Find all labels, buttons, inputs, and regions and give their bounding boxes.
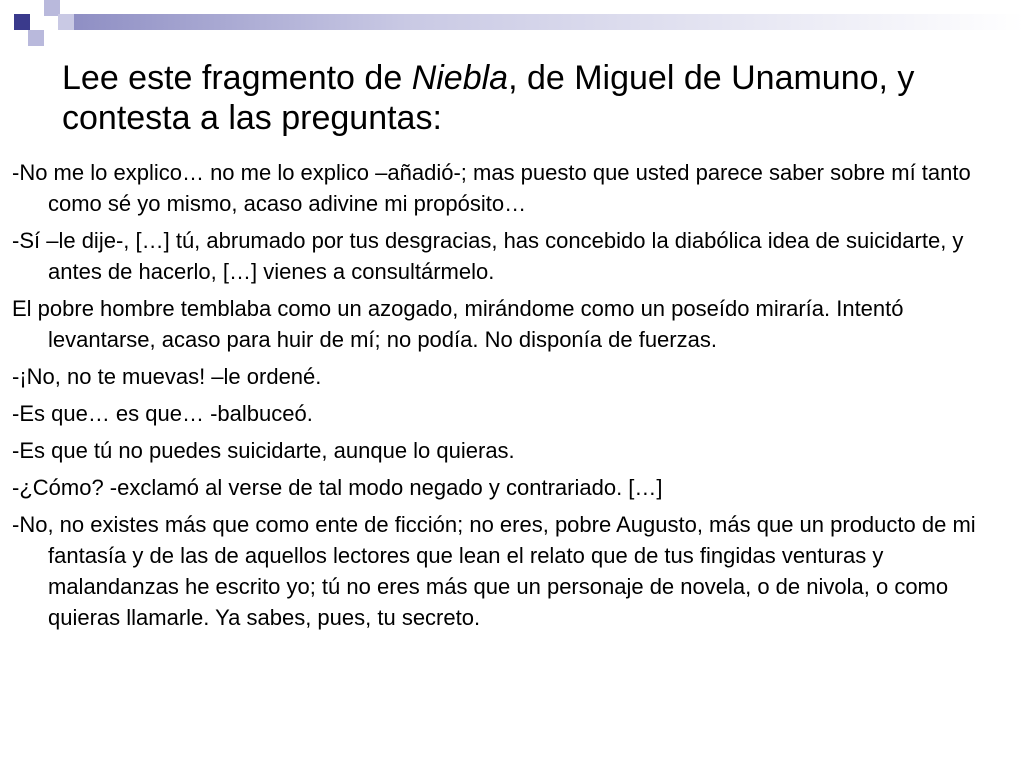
header-decoration — [0, 0, 1024, 60]
excerpt-paragraph-1: -No me lo explico… no me lo explico –añadió-; mas puesto que usted parece saber sobre mí tanto como sé yo mismo, acaso adivine mi propósito… — [12, 160, 971, 216]
excerpt-paragraph-8: -No, no existes más que como ente de ficción; no eres, pobre Augusto, más que un producto de mi fantasía y de las de aquellos lectores que lean el relato que de tus fingidas venturas y malandanzas he escrito yo; tú no eres más que un personaje de novela, o de nivola, o como quieras llamarle. Ya sabes, pues, tu secreto. — [12, 512, 976, 630]
decor-square-dark-1 — [14, 14, 30, 30]
excerpt-paragraph-3: El pobre hombre temblaba como un azogado, mirándome como un poseído miraría. Intentó levantarse, acaso para huir de mí; no podía. No disponía de fuerzas. — [12, 296, 904, 352]
title-suffix: , de Miguel de Unamuno, y contesta a las preguntas: — [62, 59, 915, 137]
decor-gradient-bar — [74, 14, 1024, 30]
excerpt-paragraph-6: -Es que tú no puedes suicidarte, aunque lo quieras. — [12, 438, 515, 463]
excerpt-paragraph-4: -¡No, no te muevas! –le ordené. — [12, 364, 322, 389]
slide-title — [62, 58, 962, 138]
excerpt-paragraph-7: -¿Cómo? -exclamó al verse de tal modo negado y contrariado. […] — [12, 475, 663, 500]
title-prefix: Lee este fragmento de — [62, 59, 412, 97]
decor-square-light-1 — [44, 0, 60, 16]
decor-square-light-3 — [58, 14, 74, 30]
title-work-name: Niebla — [411, 59, 509, 97]
decor-square-light-2 — [28, 30, 44, 46]
excerpt-body — [12, 157, 1012, 639]
excerpt-paragraph-2: -Sí –le dije-, […] tú, abrumado por tus desgracias, has concebido la diabólica idea de suicidarte, y antes de hacerlo, […] vienes a consultármelo. — [12, 228, 964, 284]
excerpt-paragraph-5: -Es que… es que… -balbuceó. — [12, 401, 313, 426]
